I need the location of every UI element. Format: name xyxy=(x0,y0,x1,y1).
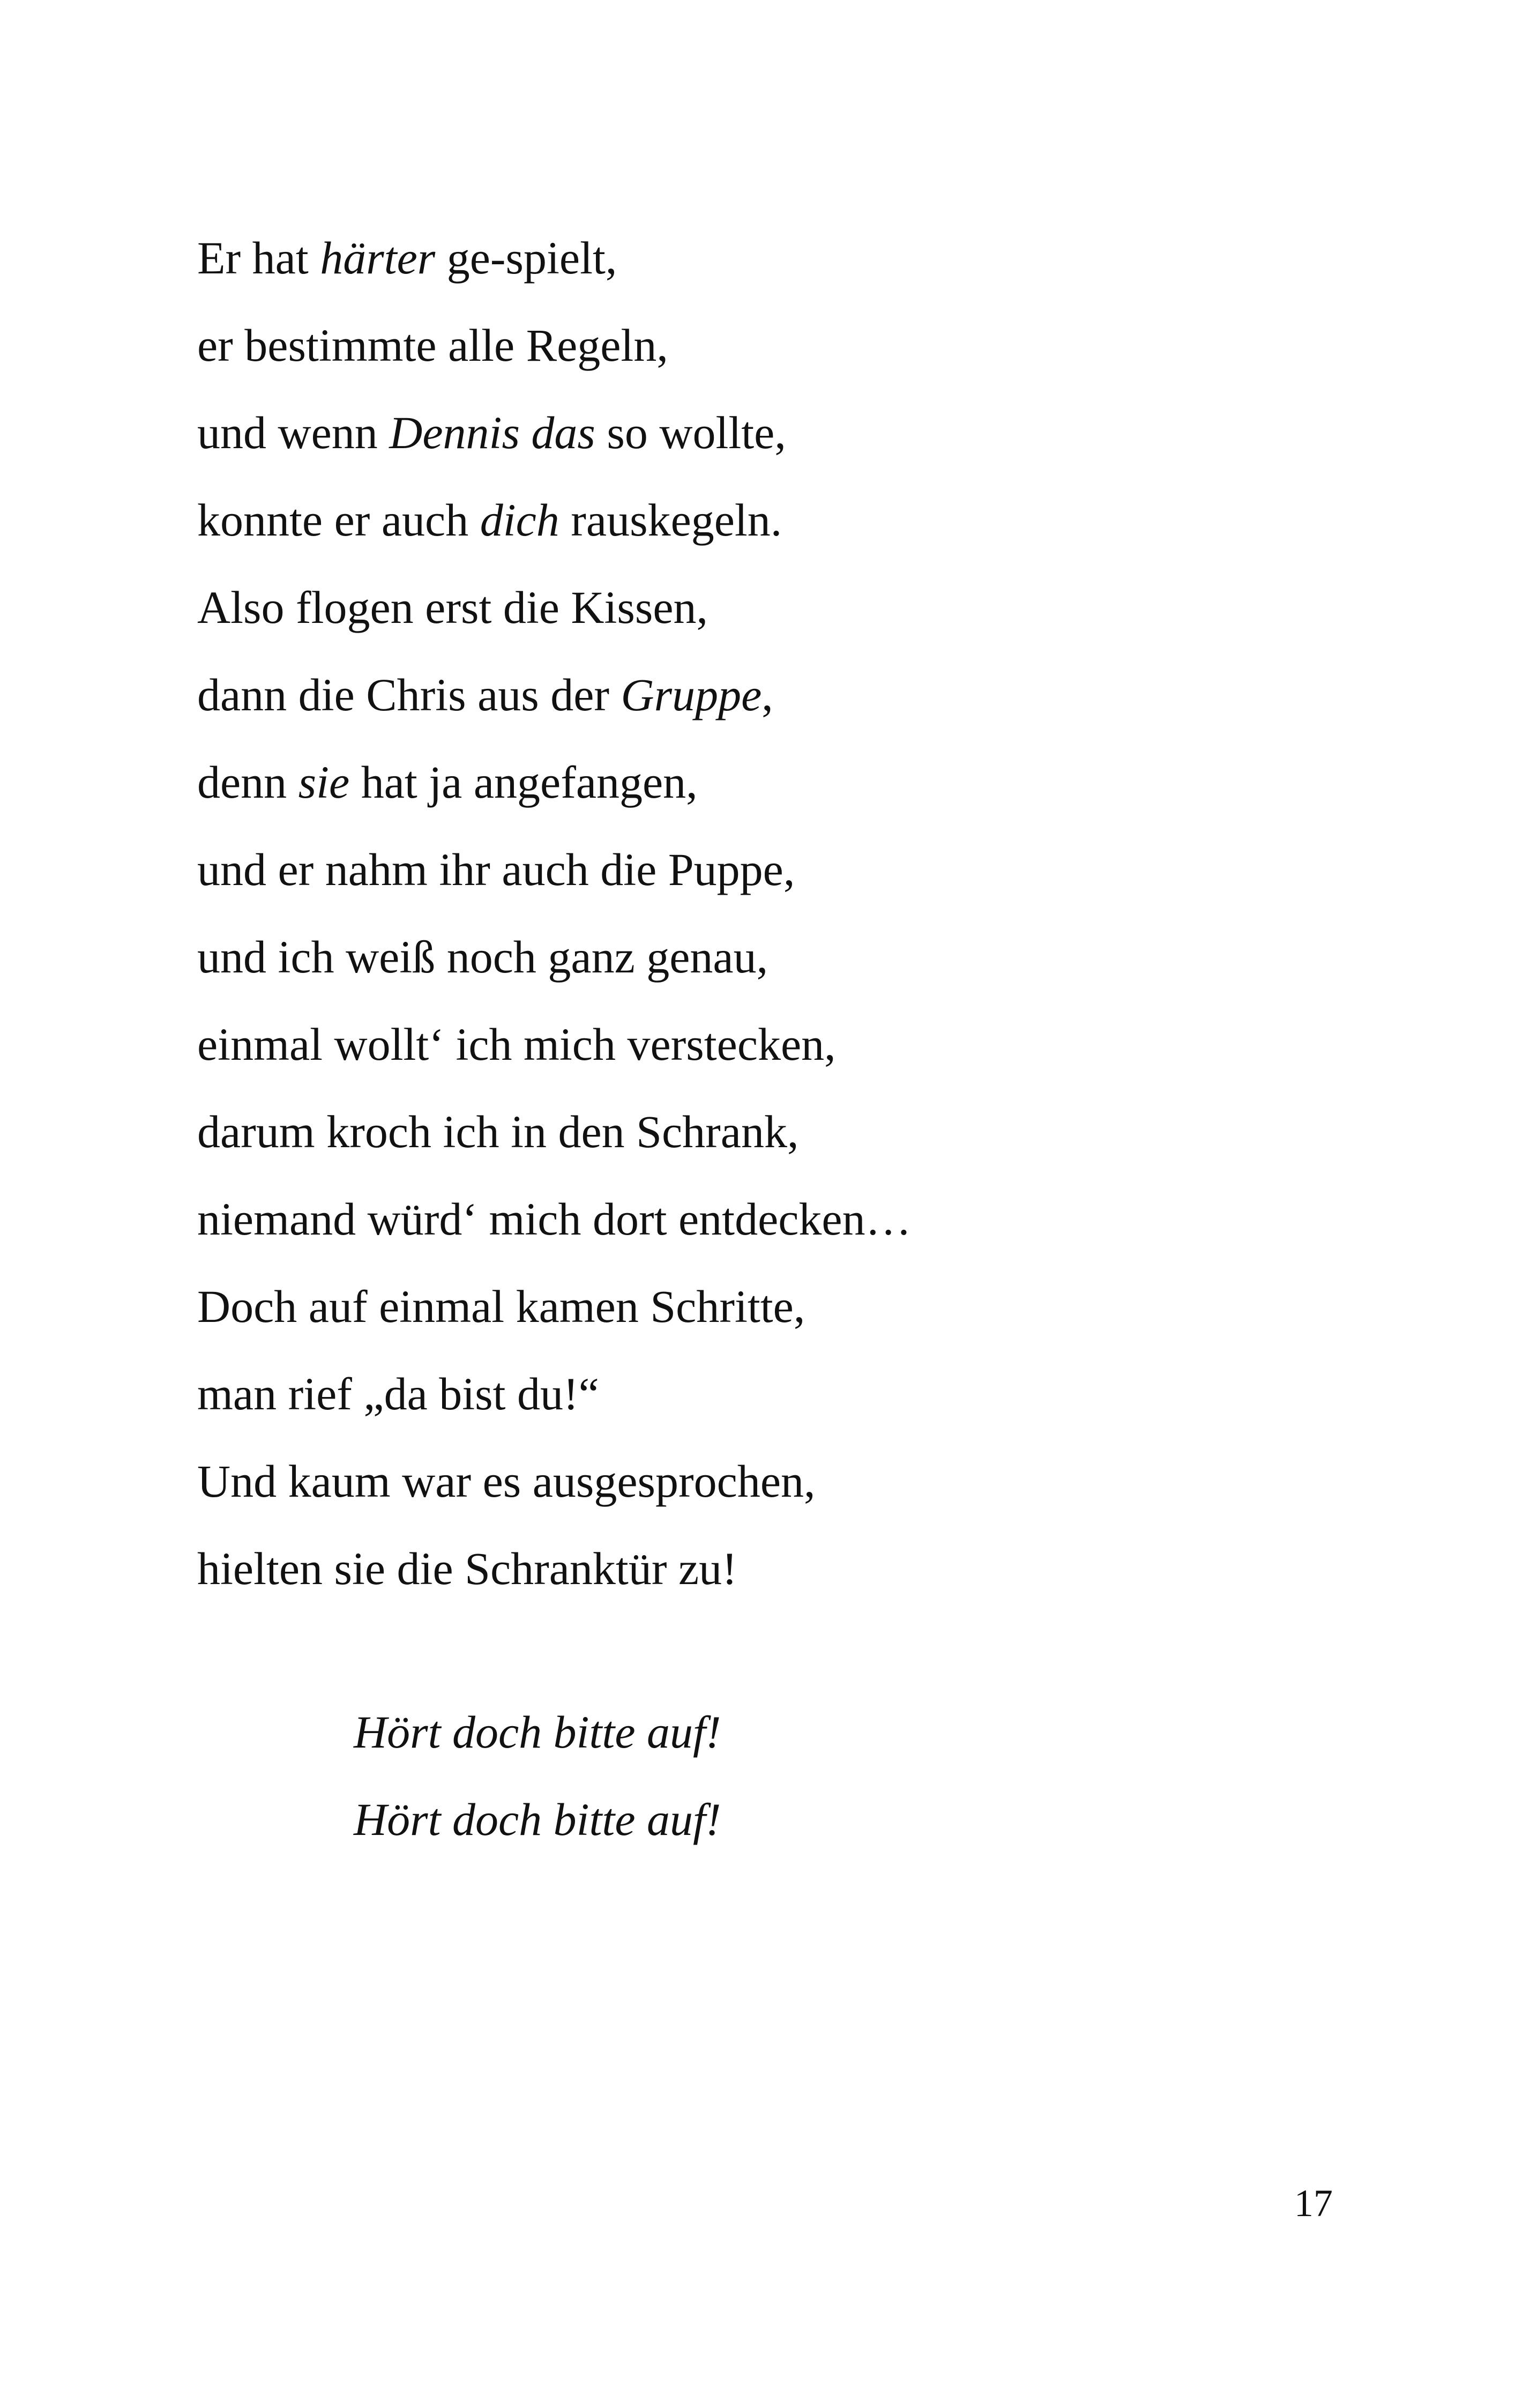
refrain-line: Hört doch bitte auf! xyxy=(354,1794,721,1845)
verse-text: denn xyxy=(197,756,298,808)
verse-text: einmal wollt‘ ich mich verstecken, xyxy=(197,1019,836,1070)
refrain-line: Hört doch bitte auf! xyxy=(354,1706,721,1758)
verse-text: hielten sie die Schranktür zu! xyxy=(197,1543,737,1594)
emphasized-text: sie xyxy=(298,756,350,808)
emphasized-text: härter xyxy=(320,232,436,284)
emphasized-text: Dennis das xyxy=(389,407,595,458)
verse-text: niemand würd‘ mich dort entdecken… xyxy=(197,1193,912,1245)
poem-refrain xyxy=(354,1689,721,1863)
verse-line xyxy=(197,389,912,477)
verse-line xyxy=(197,651,912,739)
verse-text: , xyxy=(762,669,773,720)
emphasized-text: Gruppe xyxy=(621,669,762,720)
verse-text: Also flogen erst die Kissen, xyxy=(197,582,708,633)
verse-line xyxy=(197,477,912,564)
verse-text: darum kroch ich in den Schrank, xyxy=(197,1106,799,1157)
verse-line xyxy=(197,1088,912,1176)
verse-text: rauskegeln. xyxy=(559,494,782,546)
verse-text: hat ja angefangen, xyxy=(349,756,698,808)
verse-text: und er nahm ihr auch die Puppe, xyxy=(197,844,795,895)
verse-text: Er hat xyxy=(197,232,320,284)
verse-text: dann die Chris aus der xyxy=(197,669,621,720)
verse-line xyxy=(197,214,912,302)
verse-line xyxy=(197,1263,912,1350)
emphasized-text: dich xyxy=(480,494,559,546)
verse-text: Doch auf einmal kamen Schritte, xyxy=(197,1281,805,1332)
verse-line xyxy=(197,913,912,1001)
verse-text: Und kaum war es ausgesprochen, xyxy=(197,1455,816,1507)
verse-line xyxy=(197,1176,912,1263)
verse-text: er bestimmte alle Regeln, xyxy=(197,319,668,371)
verse-line xyxy=(197,739,912,826)
verse-line xyxy=(197,564,912,651)
verse-text: man rief „da bist du!“ xyxy=(197,1368,599,1419)
verse-line xyxy=(197,1438,912,1525)
verse-line xyxy=(197,302,912,389)
poem-verse xyxy=(197,214,912,1612)
page-number: 17 xyxy=(1294,2182,1333,2225)
verse-text: und wenn xyxy=(197,407,390,458)
verse-line xyxy=(197,1525,912,1612)
verse-text: so wollte, xyxy=(595,407,786,458)
verse-line xyxy=(197,826,912,913)
verse-text: und ich weiß noch ganz genau, xyxy=(197,931,768,983)
verse-text: konnte er auch xyxy=(197,494,480,546)
verse-line xyxy=(197,1001,912,1088)
verse-line xyxy=(197,1350,912,1438)
verse-text: ge-spielt, xyxy=(435,232,617,284)
